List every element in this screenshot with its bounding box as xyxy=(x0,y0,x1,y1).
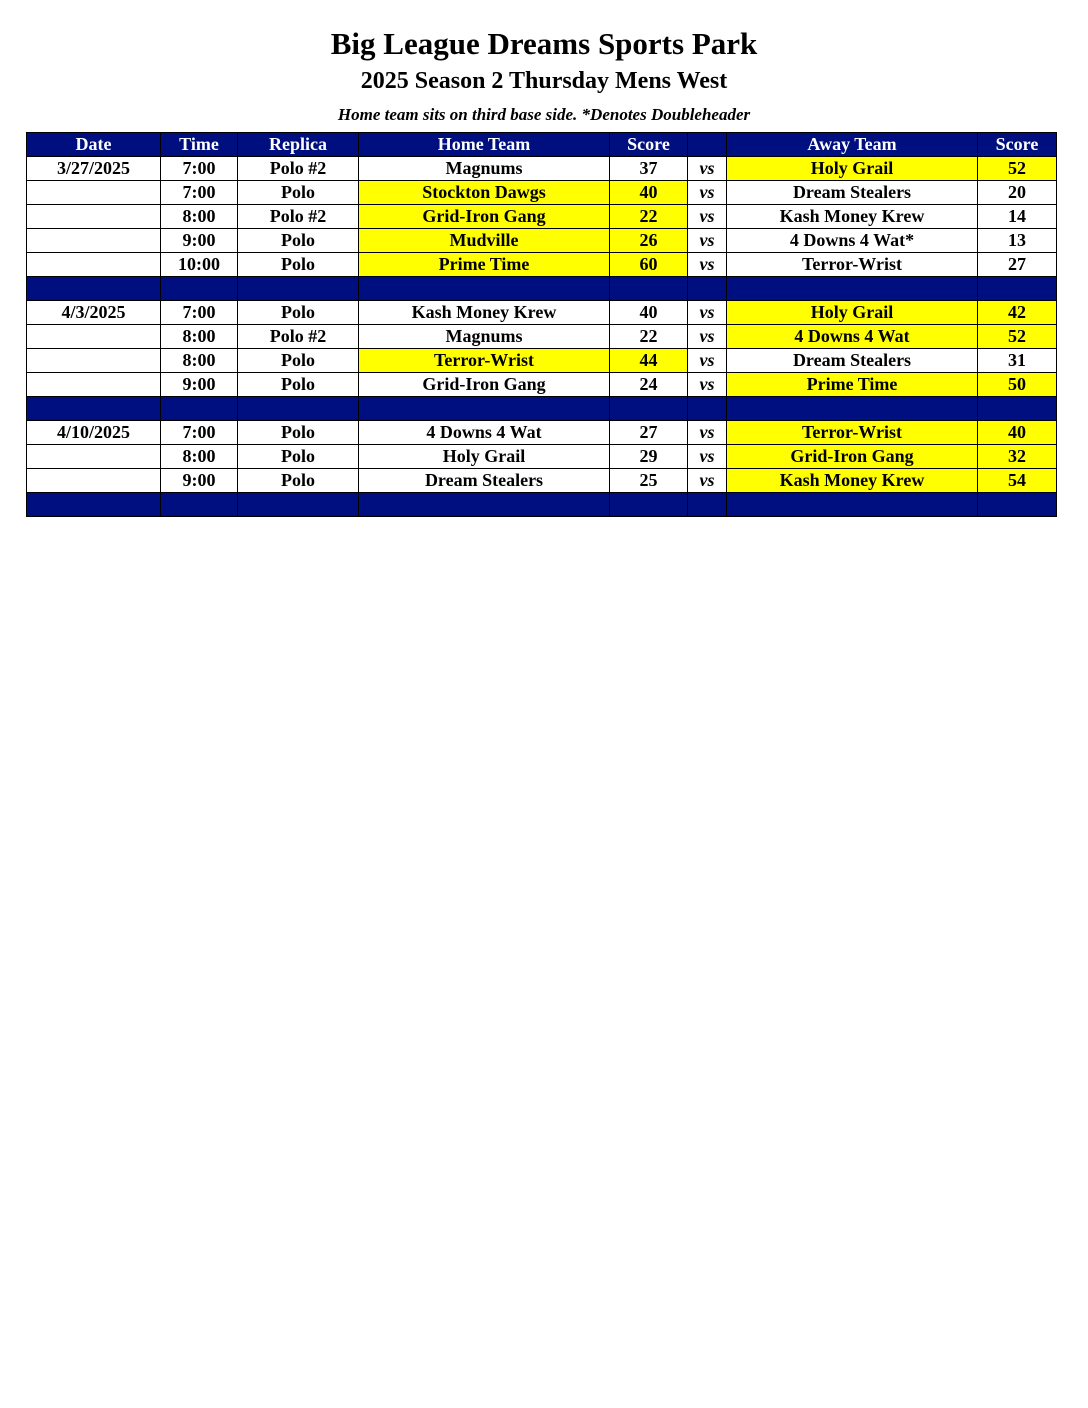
separator-cell xyxy=(238,493,359,517)
away-score: 27 xyxy=(978,253,1057,277)
game-replica: Polo xyxy=(238,181,359,205)
home-team: Magnums xyxy=(359,157,610,181)
away-score: 42 xyxy=(978,301,1057,325)
game-replica: Polo xyxy=(238,253,359,277)
game-row xyxy=(27,445,1057,469)
separator-cell xyxy=(27,397,161,421)
home-team: Magnums xyxy=(359,325,610,349)
away-score: 54 xyxy=(978,469,1057,493)
game-row xyxy=(27,229,1057,253)
game-replica: Polo xyxy=(238,301,359,325)
col-header-replica: Replica xyxy=(238,133,359,157)
schedule-note: Home team sits on third base side. *Denotes Doubleheader xyxy=(337,105,751,124)
game-row xyxy=(27,205,1057,229)
separator-cell xyxy=(688,397,727,421)
separator-cell xyxy=(727,397,978,421)
page-title: Big League Dreams Sports Park xyxy=(330,26,758,61)
away-score: 31 xyxy=(978,349,1057,373)
home-team: Mudville xyxy=(359,229,610,253)
home-score: 29 xyxy=(610,445,688,469)
game-row xyxy=(27,349,1057,373)
game-date xyxy=(27,349,161,373)
game-row xyxy=(27,469,1057,493)
away-team: Holy Grail xyxy=(727,157,978,181)
game-date: 4/3/2025 xyxy=(27,301,161,325)
week-separator-row xyxy=(27,493,1057,517)
home-team: Terror-Wrist xyxy=(359,349,610,373)
separator-cell xyxy=(978,277,1057,301)
away-score: 32 xyxy=(978,445,1057,469)
vs-label: vs xyxy=(688,349,727,373)
game-date xyxy=(27,469,161,493)
vs-label: vs xyxy=(688,157,727,181)
home-team: 4 Downs 4 Wat xyxy=(359,421,610,445)
vs-label: vs xyxy=(688,469,727,493)
game-row xyxy=(27,301,1057,325)
separator-cell xyxy=(610,277,688,301)
col-header-home-team: Home Team xyxy=(359,133,610,157)
game-time: 8:00 xyxy=(161,349,238,373)
game-time: 8:00 xyxy=(161,205,238,229)
home-team: Prime Time xyxy=(359,253,610,277)
separator-cell xyxy=(727,277,978,301)
game-row xyxy=(27,421,1057,445)
col-header-away-team: Away Team xyxy=(727,133,978,157)
home-team: Stockton Dawgs xyxy=(359,181,610,205)
home-score: 40 xyxy=(610,301,688,325)
game-replica: Polo xyxy=(238,229,359,253)
game-time: 7:00 xyxy=(161,181,238,205)
away-team: Kash Money Krew xyxy=(727,205,978,229)
game-replica: Polo #2 xyxy=(238,157,359,181)
home-score: 24 xyxy=(610,373,688,397)
separator-cell xyxy=(688,493,727,517)
schedule-body xyxy=(27,157,1057,517)
home-team: Holy Grail xyxy=(359,445,610,469)
game-time: 8:00 xyxy=(161,445,238,469)
game-row xyxy=(27,325,1057,349)
away-score: 52 xyxy=(978,157,1057,181)
game-date: 4/10/2025 xyxy=(27,421,161,445)
away-team: 4 Downs 4 Wat* xyxy=(727,229,978,253)
col-header-home-score: Score xyxy=(610,133,688,157)
separator-cell xyxy=(978,493,1057,517)
schedule-table xyxy=(26,132,1057,517)
week-separator-row xyxy=(27,277,1057,301)
vs-label: vs xyxy=(688,205,727,229)
game-replica: Polo #2 xyxy=(238,325,359,349)
home-score: 44 xyxy=(610,349,688,373)
vs-label: vs xyxy=(688,253,727,277)
home-score: 22 xyxy=(610,205,688,229)
col-header-away-score: Score xyxy=(978,133,1057,157)
game-replica: Polo #2 xyxy=(238,205,359,229)
game-date xyxy=(27,445,161,469)
home-team: Grid-Iron Gang xyxy=(359,373,610,397)
home-team: Grid-Iron Gang xyxy=(359,205,610,229)
away-team: Dream Stealers xyxy=(727,349,978,373)
home-team: Dream Stealers xyxy=(359,469,610,493)
col-header-time: Time xyxy=(161,133,238,157)
page-subtitle: 2025 Season 2 Thursday Mens West xyxy=(360,68,728,94)
game-row xyxy=(27,157,1057,181)
separator-cell xyxy=(359,397,610,421)
separator-cell xyxy=(161,397,238,421)
away-score: 40 xyxy=(978,421,1057,445)
vs-label: vs xyxy=(688,373,727,397)
game-time: 8:00 xyxy=(161,325,238,349)
game-row xyxy=(27,181,1057,205)
col-header-date: Date xyxy=(27,133,161,157)
game-time: 9:00 xyxy=(161,373,238,397)
game-replica: Polo xyxy=(238,445,359,469)
game-time: 9:00 xyxy=(161,229,238,253)
vs-label: vs xyxy=(688,301,727,325)
week-separator-row xyxy=(27,397,1057,421)
separator-cell xyxy=(27,277,161,301)
separator-cell xyxy=(161,277,238,301)
away-team: Holy Grail xyxy=(727,301,978,325)
away-team: Grid-Iron Gang xyxy=(727,445,978,469)
away-score: 20 xyxy=(978,181,1057,205)
away-team: Kash Money Krew xyxy=(727,469,978,493)
away-score: 14 xyxy=(978,205,1057,229)
game-replica: Polo xyxy=(238,349,359,373)
game-date: 3/27/2025 xyxy=(27,157,161,181)
separator-cell xyxy=(27,493,161,517)
separator-cell xyxy=(610,493,688,517)
game-date xyxy=(27,253,161,277)
home-score: 37 xyxy=(610,157,688,181)
separator-cell xyxy=(238,277,359,301)
separator-cell xyxy=(688,277,727,301)
vs-label: vs xyxy=(688,181,727,205)
home-score: 22 xyxy=(610,325,688,349)
home-score: 27 xyxy=(610,421,688,445)
away-score: 52 xyxy=(978,325,1057,349)
separator-cell xyxy=(161,493,238,517)
vs-label: vs xyxy=(688,325,727,349)
game-time: 7:00 xyxy=(161,301,238,325)
game-row xyxy=(27,253,1057,277)
away-team: 4 Downs 4 Wat xyxy=(727,325,978,349)
col-header-vs xyxy=(688,133,727,157)
away-score: 50 xyxy=(978,373,1057,397)
game-date xyxy=(27,373,161,397)
home-score: 25 xyxy=(610,469,688,493)
game-time: 10:00 xyxy=(161,253,238,277)
away-team: Dream Stealers xyxy=(727,181,978,205)
game-date xyxy=(27,325,161,349)
game-replica: Polo xyxy=(238,469,359,493)
away-team: Terror-Wrist xyxy=(727,253,978,277)
separator-cell xyxy=(727,493,978,517)
game-time: 9:00 xyxy=(161,469,238,493)
vs-label: vs xyxy=(688,229,727,253)
table-header-row xyxy=(27,133,1057,157)
home-score: 26 xyxy=(610,229,688,253)
away-team: Terror-Wrist xyxy=(727,421,978,445)
separator-cell xyxy=(238,397,359,421)
game-time: 7:00 xyxy=(161,157,238,181)
home-team: Kash Money Krew xyxy=(359,301,610,325)
game-replica: Polo xyxy=(238,421,359,445)
game-row xyxy=(27,373,1057,397)
game-time: 7:00 xyxy=(161,421,238,445)
game-date xyxy=(27,181,161,205)
separator-cell xyxy=(610,397,688,421)
separator-cell xyxy=(359,493,610,517)
separator-cell xyxy=(359,277,610,301)
away-team: Prime Time xyxy=(727,373,978,397)
away-score: 13 xyxy=(978,229,1057,253)
game-replica: Polo xyxy=(238,373,359,397)
separator-cell xyxy=(978,397,1057,421)
game-date xyxy=(27,205,161,229)
vs-label: vs xyxy=(688,421,727,445)
home-score: 40 xyxy=(610,181,688,205)
home-score: 60 xyxy=(610,253,688,277)
game-date xyxy=(27,229,161,253)
vs-label: vs xyxy=(688,445,727,469)
